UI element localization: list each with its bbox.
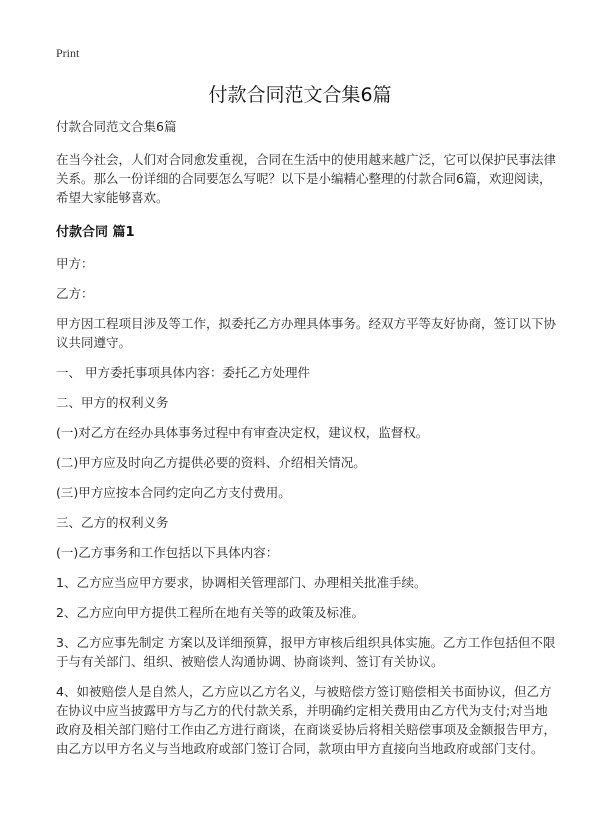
- paragraph-clause-3-heading: 三、乙方的权利义务: [56, 515, 169, 530]
- paragraph-party-a: 甲方：: [56, 256, 94, 271]
- section-heading: 付款合同 篇1: [56, 225, 135, 240]
- page-title: 付款合同范文合集6篇: [208, 84, 392, 106]
- paragraph-party-b: 乙方：: [56, 286, 94, 301]
- paragraph-item-1: 1、乙方应当应甲方要求，协调相关管理部门、办理相关批准手续。: [56, 575, 427, 590]
- paragraph-clause-3-1: (一)乙方事务和工作包括以下具体内容：: [56, 545, 279, 560]
- paragraph-clause-2-1: (一)对乙方在经办具体事务过程中有审查决定权，建议权，监督权。: [56, 425, 429, 440]
- paragraph-item-3: 3、乙方应事先制定 方案以及详细预算，报甲方审核后组织具体实施。乙方工作包括但不限于与有关部门、组织、被赔偿人沟通协调、协商谈判、签订有关协议。: [56, 635, 556, 669]
- document-body: [56, 117, 556, 769]
- print-link[interactable]: Print: [56, 46, 80, 60]
- intro-paragraph: 在当今社会，人们对合同愈发重视，合同在生活中的使用越来越广泛，它可以保护民事法律关系。那么一份详细的合同要怎么写呢？以下是小编精心整理的付款合同6篇，欢迎阅读，希望大家能够喜欢。: [56, 152, 557, 205]
- paragraph-item-2: 2、乙方应向甲方提供工程所在地有关等的政策及标准。: [56, 605, 364, 620]
- paragraph-clause-2-3: (三)甲方应按本合同约定向乙方支付费用。: [56, 485, 291, 500]
- paragraph-preamble: 甲方因工程项目涉及等工作，拟委托乙方办理具体事务。经双方平等友好协商，签订以下协议共同遵守。: [56, 316, 557, 350]
- document-subtitle: 付款合同范文合集6篇: [56, 119, 177, 134]
- paragraph-clause-2-2: (二)甲方应及时向乙方提供必要的资料、介绍相关情况。: [56, 455, 366, 470]
- paragraph-item-4: 4、如被赔偿人是自然人，乙方应以乙方名义，与被赔偿方签订赔偿相关书面协议，但乙方在协议中应当披露甲方与乙方的代付款关系，并明确约定相关费用由乙方代为支付;对当地政府及相关部门赔付工作由乙方进行商谈，在商谈妥协后将相关赔偿事项及金额报告甲方，由乙方以甲方名义与当地政府或部门签订合同，款项由甲方直接向当地政府或部门支付。: [56, 684, 557, 756]
- paragraph-clause-2-heading: 二、甲方的权利义务: [56, 395, 169, 410]
- paragraph-clause-1: 一、 甲方委托事项具体内容：委托乙方处理件: [56, 365, 310, 380]
